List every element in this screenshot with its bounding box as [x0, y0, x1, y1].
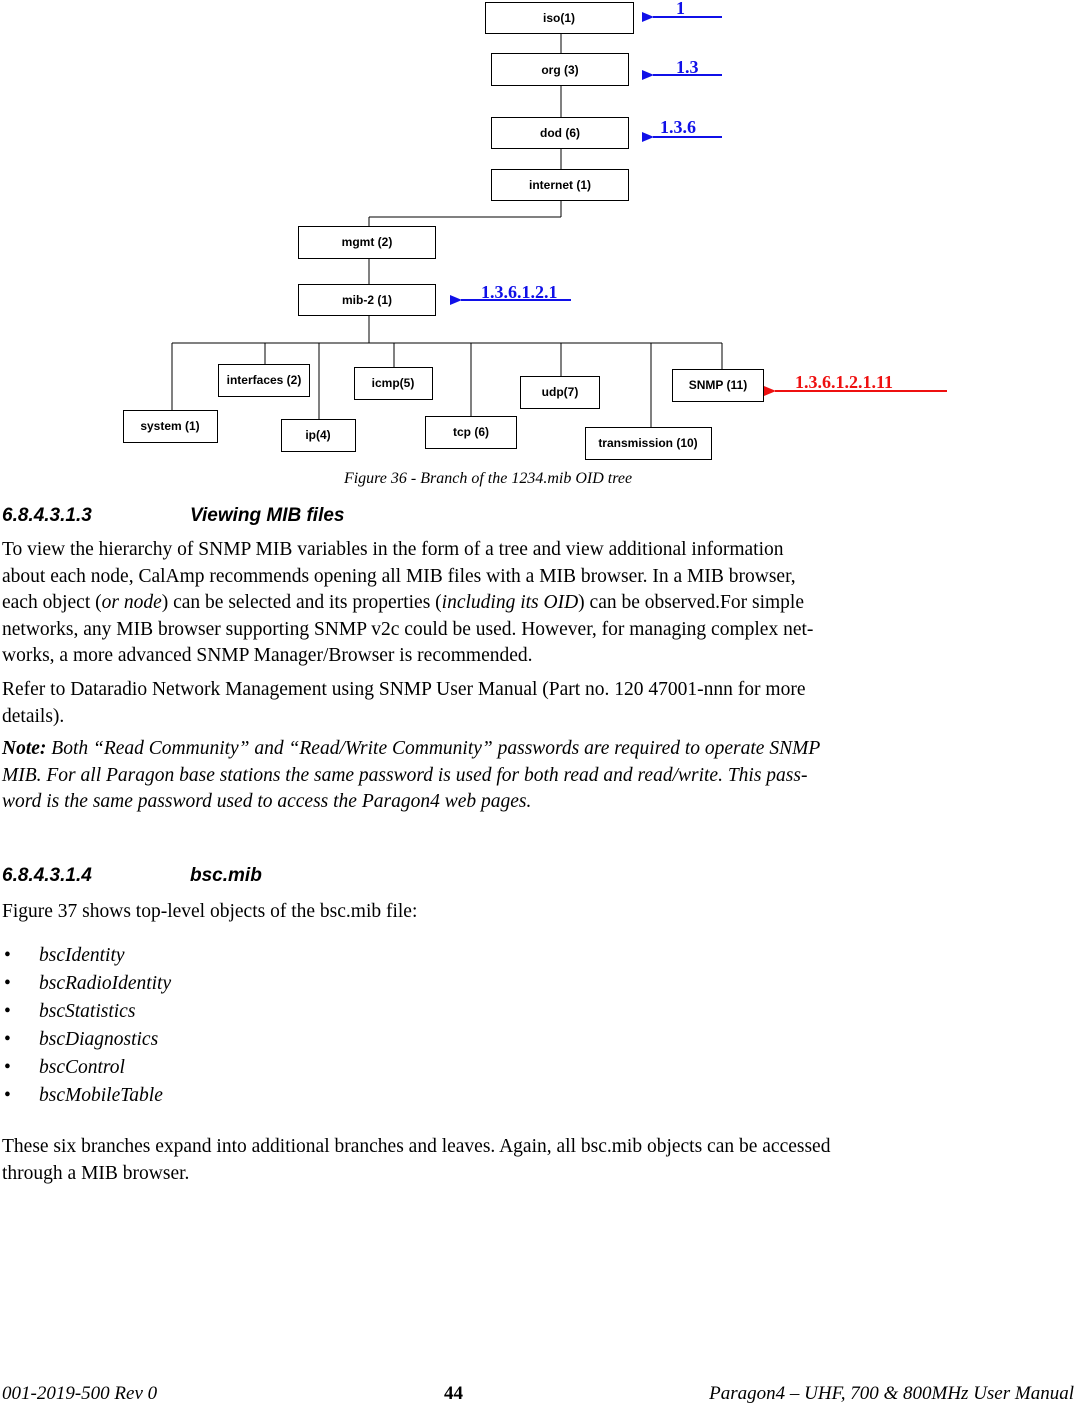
emphasis-text: or node [101, 592, 162, 613]
list-item [2, 942, 171, 970]
note-line: Both “Read Community” and “Read/Write Community” passwords are required to operate SNMP [46, 738, 821, 759]
bullet-icon: • [4, 973, 11, 994]
oid-arrow-mib2 [461, 282, 571, 302]
footer-doc-number: 001-2019-500 Rev 0 [2, 1383, 158, 1404]
node-snmp [673, 370, 764, 402]
bullet-icon: • [4, 1029, 11, 1050]
section-heading-bsc-mib [2, 865, 262, 887]
oid-label-iso: 1 [676, 0, 685, 18]
node-icmp-label: icmp(5) [371, 376, 415, 390]
node-tcp-label: tcp (6) [453, 425, 489, 439]
bullet-icon: • [4, 1057, 11, 1078]
list-item-label: bscStatistics [39, 1001, 136, 1022]
oid-arrow-snmp [775, 372, 947, 392]
paragraph-viewing-mib [2, 537, 977, 670]
list-item-label: bscDiagnostics [39, 1029, 159, 1050]
bsc-object-list [2, 942, 171, 1110]
list-item-label: bscIdentity [39, 945, 125, 966]
bullet-icon: • [4, 1001, 11, 1022]
node-mib2 [299, 285, 436, 316]
paragraph-line: To view the hierarchy of SNMP MIB variables in the form of a tree and view additional information [2, 539, 784, 560]
note-line: word is the same password used to access the Paragon4 web pages. [2, 791, 532, 812]
section-number: 6.8.4.3.1.4 [2, 865, 92, 886]
section-title: Viewing MIB files [190, 505, 345, 526]
list-item [2, 970, 171, 998]
node-internet [492, 170, 629, 201]
section-heading-viewing-mib-files [2, 505, 345, 527]
paragraph-line: networks, any MIB browser supporting SNMP v2c could be used. However, for managing complex net- [2, 618, 814, 640]
node-transmission [586, 428, 712, 460]
paragraph-line: through a MIB browser. [2, 1162, 190, 1184]
oid-label-dod: 1.3.6 [660, 117, 696, 137]
node-icmp [355, 368, 433, 400]
section-number: 6.8.4.3.1.3 [2, 505, 92, 526]
oid-arrow-org [653, 57, 722, 77]
footer-manual-title: Paragon4 – UHF, 700 & 800MHz User Manual [709, 1383, 1074, 1404]
paragraph-line: works, a more advanced SNMP Manager/Browser is recommended. [2, 645, 533, 666]
note-label: Note: [2, 738, 47, 759]
node-org-label: org (3) [541, 63, 579, 77]
oid-label-snmp: 1.3.6.1.2.1.11 [795, 372, 894, 392]
node-mgmt-label: mgmt (2) [341, 235, 393, 249]
figure-caption: Figure 36 - Branch of the 1234.mib OID tree [343, 470, 633, 487]
node-internet-label: internet (1) [528, 178, 592, 192]
oid-arrow-dod [653, 117, 722, 137]
node-system-label: system (1) [140, 419, 200, 433]
node-dod [492, 118, 629, 149]
footer-page-number: 44 [444, 1383, 463, 1404]
oid-arrow-iso [653, 0, 722, 18]
list-item [2, 1054, 171, 1082]
paragraph-line: about each node, CalAmp recommends opening all MIB files with a MIB browser. In a MIB browser, [2, 565, 796, 587]
paragraph-line: details). [2, 705, 65, 727]
node-mib2-label: mib-2 (1) [341, 293, 393, 307]
bullet-icon: • [4, 1085, 11, 1106]
list-item-label: bscMobileTable [39, 1085, 163, 1106]
node-org [492, 54, 629, 86]
node-transmission-label: transmission (10) [598, 436, 698, 450]
oid-label-mib2: 1.3.6.1.2.1 [481, 282, 558, 302]
list-item [2, 1026, 171, 1054]
paragraph-line: Refer to Dataradio Network Management using SNMP User Manual (Part no. 120 47001-nnn for more [2, 679, 806, 700]
section-title: bsc.mib [190, 865, 262, 886]
list-item-label: bscControl [39, 1057, 125, 1078]
node-tcp [426, 417, 517, 449]
node-iso-label: iso(1) [542, 11, 576, 25]
node-udp-label: udp(7) [541, 385, 579, 399]
node-mgmt [299, 227, 436, 259]
note-line: MIB. For all Paragon base stations the same password is used for both read and read/write. This pass- [2, 764, 808, 786]
list-item [2, 1082, 171, 1110]
node-snmp-label: SNMP (11) [688, 378, 748, 392]
paragraph-line: These six branches expand into additional branches and leaves. Again, all bsc.mib objects can be accessed [2, 1136, 831, 1157]
list-item-label: bscRadioIdentity [39, 973, 172, 994]
node-ip-label: ip(4) [305, 428, 331, 442]
node-interfaces [219, 365, 310, 397]
list-item [2, 998, 171, 1026]
note-paragraph [2, 736, 977, 816]
paragraph-text: ) can be selected and its properties ( [161, 592, 442, 613]
paragraph-closing [2, 1134, 977, 1187]
node-system [124, 411, 218, 443]
node-iso [486, 3, 634, 34]
paragraph-text: ) can be observed.For simple [578, 592, 804, 613]
oid-tree-diagram [0, 0, 1078, 470]
emphasis-text: including its OID [441, 592, 579, 613]
paragraph-intro: Figure 37 shows top-level objects of the bsc.mib file: [2, 901, 418, 922]
paragraph-text: each object ( [2, 592, 102, 613]
paragraph-refer [2, 677, 977, 730]
node-ip [282, 420, 356, 452]
node-udp [521, 377, 600, 409]
node-dod-label: dod (6) [540, 126, 580, 140]
node-interfaces-label: interfaces (2) [226, 373, 302, 387]
bullet-icon: • [4, 945, 11, 966]
oid-label-org: 1.3 [676, 57, 699, 77]
